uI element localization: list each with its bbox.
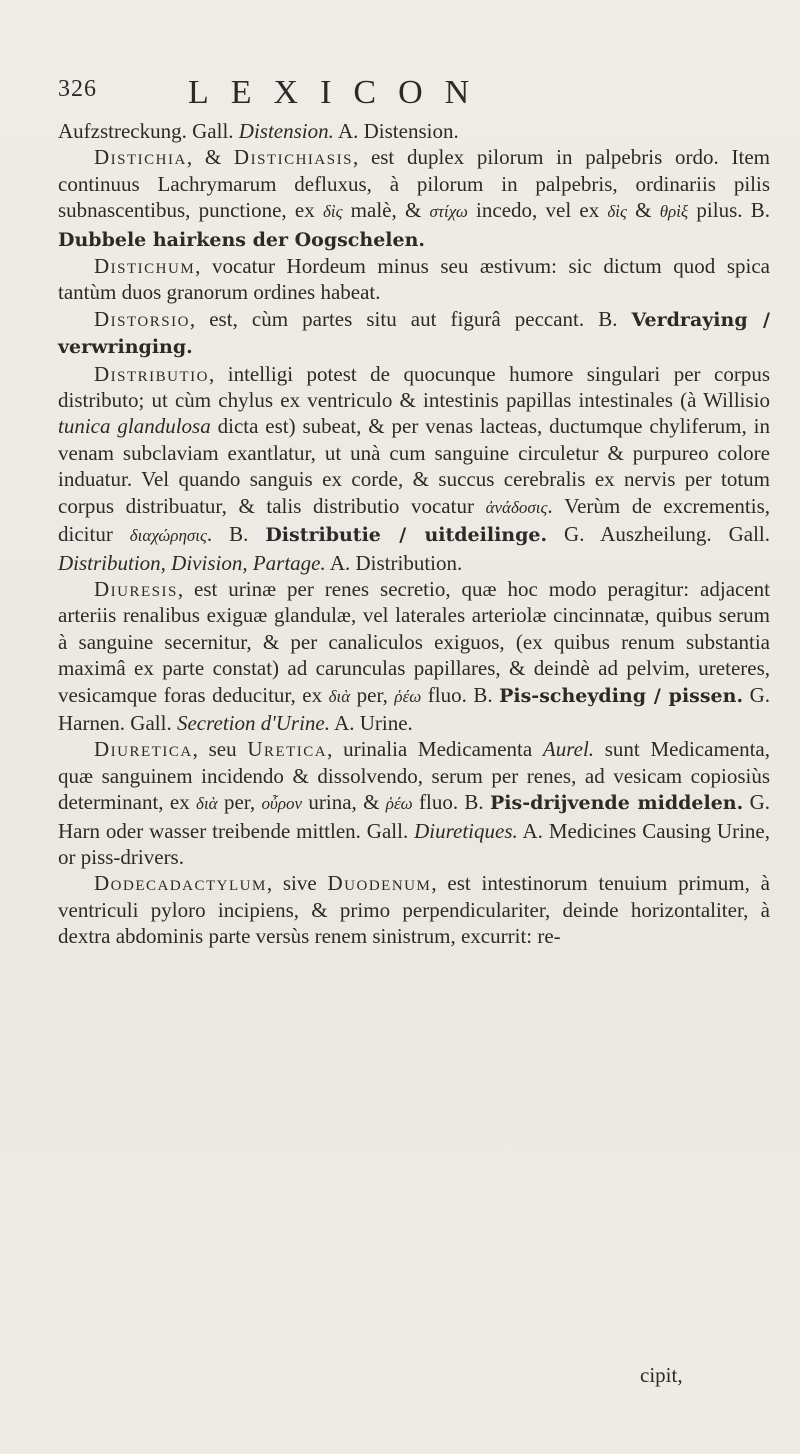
entry-dodecadactylum: Dodecadactylum, sive Duodenum, est intestinorum tenuium primum, à ventriculi pyloro incipiens, & primo perpendiculariter, deinde horizontaliter, à dextra abdominis parte versùs renem sinistrum, excurrit: re- <box>58 871 770 949</box>
headword: Duodenum <box>327 871 432 896</box>
headword: Distichum <box>94 254 196 279</box>
headword: Distichia <box>94 145 187 170</box>
page-body <box>58 118 770 950</box>
headword: Diuresis <box>94 576 178 601</box>
entry-aufzstreckung-continuation: Aufzstreckung. Gall. Distension. A. Distension. <box>58 119 459 143</box>
headword: Distichiasis <box>233 145 353 170</box>
entry-distorsio: Distorsio, est, cùm partes situ aut figurâ peccant. B. Verdraying / verwringing. <box>58 306 770 359</box>
entry-diuresis: Diuresis, est urinæ per renes secretio, quæ hoc modo peragitur: adjacent arteriis renalibus exiguæ glandulæ, vel laterales arteriolæ cincinnatæ, quibus serum à sanguine secernitur, & per canaliculos exiguos, (ex quibus renum substantia maximâ ex parte constat) ad carunculas papillares, & deindè ad pelvim, ureteres, vesicamque foras deducitur, ex διὰ per, ῥέω fluo. B. Pis-scheyding / pissen. G. Harnen. Gall. Secretion d'Urine. A. Urine. <box>58 576 771 735</box>
headword: Distributio <box>94 361 209 386</box>
headword: Uretica <box>247 737 328 762</box>
running-title: LEXICON <box>188 74 492 111</box>
page-number: 326 <box>58 76 97 102</box>
catchword: cipit, <box>640 1363 683 1387</box>
headword: Diuretica <box>94 737 193 762</box>
entry-diuretica: Diuretica, seu Uretica, urinalia Medicamenta Aurel. sunt Medicamenta, quæ sanguinem incidendo & dissolvendo, serum per renes, ad vesicam copiosiùs determinant, ex διὰ per, οὖρον urina, & ῥέω fluo. B. Pis-drijvende middelen. G. Harn oder wasser treibende mittlen. Gall. Diuretiques. A. Medicines Causing Urine, or piss-drivers. <box>58 737 771 869</box>
headword: Distorsio <box>94 306 190 331</box>
entry-distributio: Distributio, intelligi potest de quocunque humore singulari per corpus distributo; ut cùm chylus ex ventriculo & intestinis papillas intestinales (à Willisio tunica glandulosa dicta est) subeat, & per venas lacteas, ductumque chyliferum, in venam subclaviam exantlatur, ut unà cum sanguine circuletur & purpureo colore induatur. Vel quando sanguis ex corde, & succus cerebralis ex nervis per totum corpus distribuatur, & talis distributio vocatur ἀνάδοσις. Verùm de excrementis, dicitur διαχώρησις. B. Distributie / uitdeilinge. G. Auszheilung. Gall. Distribution, Division, Partage. A. Distribution. <box>58 361 770 575</box>
page-header <box>58 74 758 120</box>
entry-distichum: Distichum, vocatur Hordeum minus seu æstivum: sic dictum quod spica tantùm duos granorum ordines habeat. <box>58 254 770 305</box>
headword: Dodecadactylum <box>94 871 267 896</box>
entry-distichia: Distichia, & Distichiasis, est duplex pilorum in palpebris ordo. Item continuus Lachrymarum defluxus, à pilorum in palpebris, ordinariis pilis subnascentibus, punctione, ex δὶς malè, & στίχω incedo, vel ex δὶς & θρὶξ pilus. B. Dubbele hairkens der Oogschelen. <box>58 145 770 251</box>
